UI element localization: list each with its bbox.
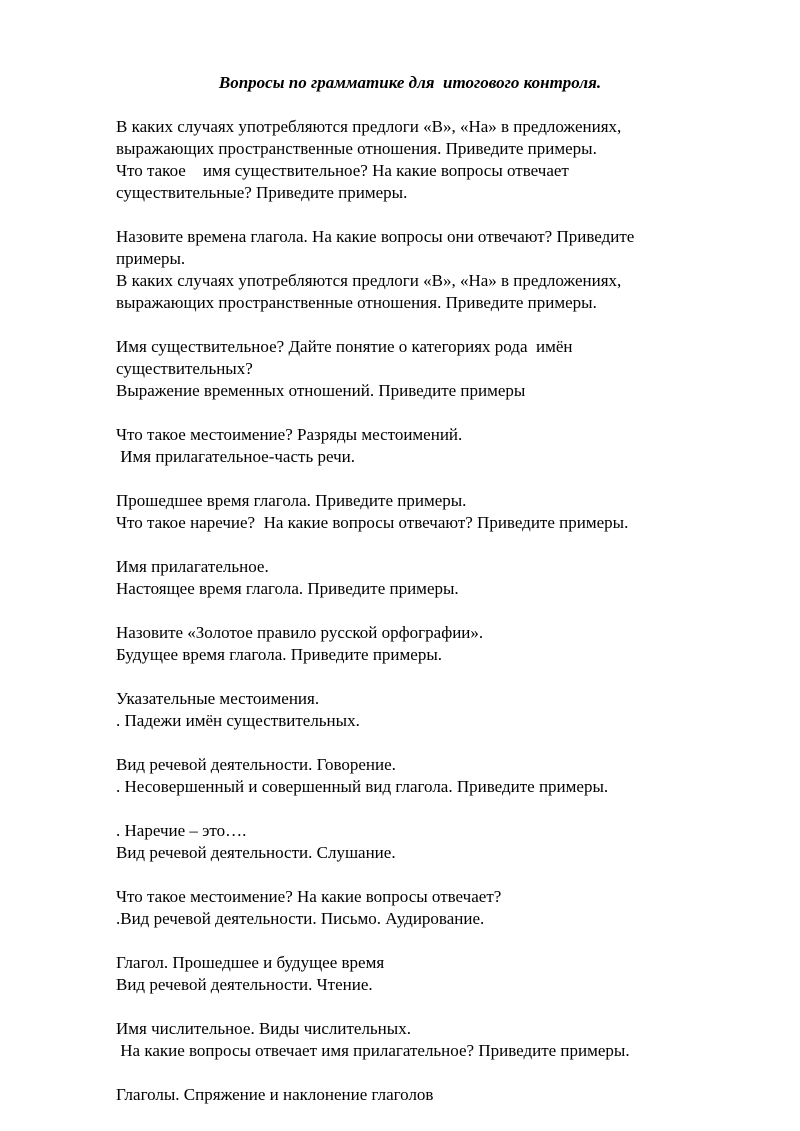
question-line: . Наречие – это…. xyxy=(116,821,247,840)
question-block xyxy=(116,622,716,666)
question-line: существительные? Приведите примеры. xyxy=(116,183,408,202)
question-block xyxy=(116,336,716,402)
question-line: . Падежи имён существительных. xyxy=(116,711,360,730)
question-block xyxy=(116,754,716,798)
question-line: Что такое местоимение? Разряды местоимений. xyxy=(116,425,463,444)
question-line: Прошедшее время глагола. Приведите примеры. xyxy=(116,491,467,510)
question-line: Глаголы. Спряжение и наклонение глаголов xyxy=(116,1085,434,1104)
question-line: .Вид речевой деятельности. Письмо. Аудирование. xyxy=(116,909,485,928)
question-line: Вид речевой деятельности. Слушание. xyxy=(116,843,396,862)
question-line: Что такое наречие? На какие вопросы отвечают? Приведите примеры. xyxy=(116,513,629,532)
question-line: Что такое имя существительное? На какие вопросы отвечает xyxy=(116,161,569,180)
question-line: Имя числительное. Виды числительных. xyxy=(116,1019,411,1038)
question-block xyxy=(116,116,716,204)
question-line: Что такое местоимение? На какие вопросы отвечает? xyxy=(116,887,502,906)
question-line: выражающих пространственные отношения. Приведите примеры. xyxy=(116,293,597,312)
question-line: примеры. xyxy=(116,249,186,268)
question-line: Выражение временных отношений. Приведите примеры xyxy=(116,381,526,400)
question-block xyxy=(116,226,716,314)
question-line: В каких случаях употребляются предлоги «В», «На» в предложениях, xyxy=(116,117,622,136)
question-line: На какие вопросы отвечает имя прилагательное? Приведите примеры. xyxy=(116,1041,630,1060)
document-body xyxy=(116,116,716,1128)
question-line: Указательные местоимения. xyxy=(116,689,320,708)
question-block xyxy=(116,424,716,468)
question-block xyxy=(116,1084,716,1106)
question-block xyxy=(116,886,716,930)
question-block xyxy=(116,490,716,534)
question-line: Будущее время глагола. Приведите примеры. xyxy=(116,645,443,664)
question-line: В каких случаях употребляются предлоги «В», «На» в предложениях, xyxy=(116,271,622,290)
question-line: Вид речевой деятельности. Чтение. xyxy=(116,975,373,994)
question-line: Вид речевой деятельности. Говорение. xyxy=(116,755,396,774)
question-block xyxy=(116,1018,716,1062)
question-line: Имя существительное? Дайте понятие о категориях рода имён xyxy=(116,337,573,356)
question-line: Глагол. Прошедшее и будущее время xyxy=(116,953,385,972)
question-line: Назовите времена глагола. На какие вопросы они отвечают? Приведите xyxy=(116,227,635,246)
question-block xyxy=(116,556,716,600)
question-block xyxy=(116,820,716,864)
question-line: существительных? xyxy=(116,359,253,378)
question-block xyxy=(116,952,716,996)
question-line: Настоящее время глагола. Приведите примеры. xyxy=(116,579,459,598)
question-line: . Несовершенный и совершенный вид глагола. Приведите примеры. xyxy=(116,777,609,796)
question-line: Имя прилагательное. xyxy=(116,557,269,576)
question-line: Имя прилагательное-часть речи. xyxy=(116,447,355,466)
question-block xyxy=(116,688,716,732)
question-line: выражающих пространственные отношения. Приведите примеры. xyxy=(116,139,597,158)
document-title: Вопросы по грамматике для итогового контроля. xyxy=(218,73,602,92)
question-line: Назовите «Золотое правило русской орфографии». xyxy=(116,623,484,642)
